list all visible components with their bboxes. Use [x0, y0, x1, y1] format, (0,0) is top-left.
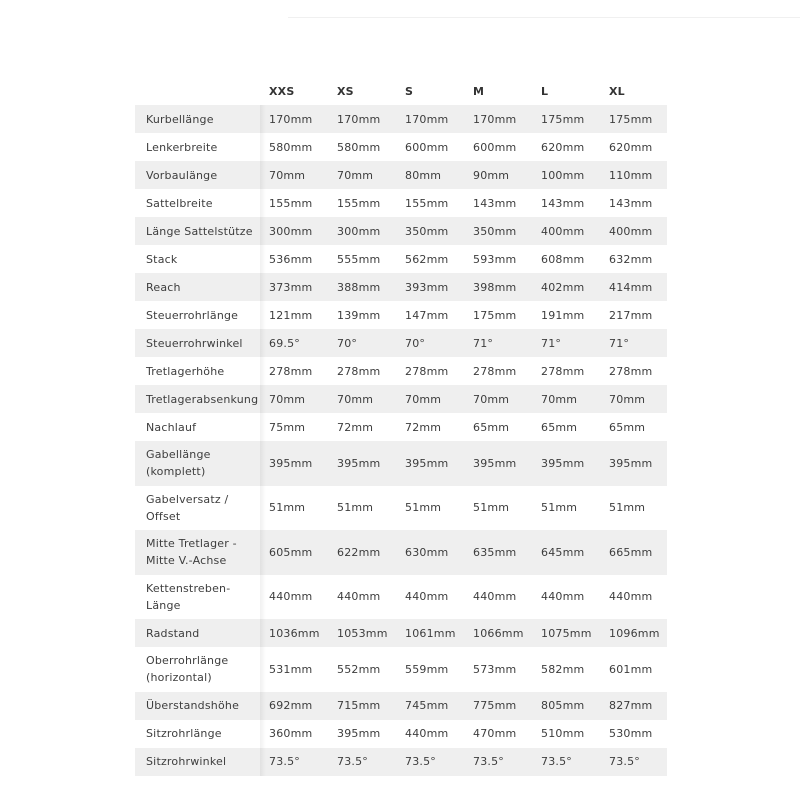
row-value-s: 70mm: [396, 385, 464, 413]
row-label: Steuerrohrwinkel: [135, 329, 260, 357]
row-label: Stack: [135, 245, 260, 273]
table-row: [135, 575, 667, 620]
size-header-s: S: [405, 84, 414, 98]
row-value-xl: 71°: [600, 329, 667, 357]
row-value-m: 143mm: [473, 196, 517, 210]
row-value-xs: 388mm: [328, 273, 396, 301]
size-header-xs: XS: [337, 84, 354, 98]
row-value-m: 593mm: [473, 252, 517, 266]
row-value-m: 65mm: [473, 420, 510, 434]
top-divider: [288, 17, 800, 18]
row-value-s: 440mm: [405, 590, 449, 604]
row-value-xxs: 51mm: [269, 501, 306, 515]
row-value-l: 620mm: [541, 140, 585, 154]
row-label: Radstand: [135, 619, 260, 647]
row-value-l: 71°: [532, 329, 600, 357]
row-value-xs: 715mm: [328, 692, 396, 720]
row-value-s: 562mm: [405, 252, 449, 266]
row-value-xl: 827mm: [600, 692, 667, 720]
row-label: Mitte Tretlager - Mitte V.-Achse: [135, 530, 260, 575]
table-row: [135, 245, 667, 273]
row-value-xxs: 73.5°: [260, 748, 328, 776]
row-value-xs: 552mm: [337, 662, 381, 676]
row-value-xxs: 580mm: [269, 140, 313, 154]
row-value-s: 395mm: [396, 441, 464, 486]
row-label: Sitzrohrlänge: [135, 720, 260, 748]
row-label: Gabelversatz / Offset: [135, 486, 260, 531]
row-value-xxs: 155mm: [269, 196, 313, 210]
row-value-l: 65mm: [541, 420, 578, 434]
row-value-xl: 400mm: [600, 217, 667, 245]
row-value-xxs: 300mm: [260, 217, 328, 245]
row-value-xxs: 395mm: [260, 441, 328, 486]
row-value-xxs: 69.5°: [260, 329, 328, 357]
row-value-xl: 440mm: [609, 590, 653, 604]
row-value-xs: 395mm: [337, 727, 381, 740]
table-row: [135, 189, 667, 217]
table-row: [135, 161, 667, 189]
row-value-m: 70mm: [464, 385, 532, 413]
row-value-l: 143mm: [541, 196, 585, 210]
row-value-xxs: 170mm: [260, 105, 328, 133]
row-value-m: 71°: [464, 329, 532, 357]
row-label: Überstandshöhe: [135, 692, 260, 720]
table-row: [135, 692, 667, 720]
row-value-xl: 395mm: [600, 441, 667, 486]
row-value-s: 559mm: [405, 662, 449, 676]
row-value-l: 1075mm: [532, 619, 600, 647]
row-value-l: 70mm: [532, 385, 600, 413]
table-row: [135, 647, 667, 692]
row-value-m: 278mm: [473, 364, 517, 378]
row-label: Sattelbreite: [135, 189, 260, 217]
row-value-xxs: 278mm: [269, 364, 313, 378]
row-value-xl: 70mm: [600, 385, 667, 413]
table-row: [135, 357, 667, 385]
row-value-xl: 110mm: [600, 161, 667, 189]
row-value-s: 72mm: [405, 420, 442, 434]
row-value-xxs: 75mm: [269, 420, 306, 434]
row-value-l: 400mm: [532, 217, 600, 245]
row-value-l: 395mm: [532, 441, 600, 486]
row-value-xxs: 373mm: [260, 273, 328, 301]
row-value-m: 175mm: [473, 308, 517, 322]
row-value-l: 402mm: [532, 273, 600, 301]
size-header-m: M: [473, 84, 485, 98]
row-value-xs: 622mm: [328, 530, 396, 575]
row-value-s: 73.5°: [396, 748, 464, 776]
row-value-s: 350mm: [396, 217, 464, 245]
table-row: [135, 619, 667, 647]
row-value-xl: 601mm: [609, 662, 653, 676]
row-value-xs: 155mm: [337, 196, 381, 210]
row-label: Vorbaulänge: [135, 161, 260, 189]
row-value-xxs: 440mm: [269, 590, 313, 604]
geometry-table: [135, 77, 667, 776]
row-value-xxs: 70mm: [260, 385, 328, 413]
row-value-s: 1061mm: [396, 619, 464, 647]
row-value-s: 393mm: [396, 273, 464, 301]
table-row: [135, 301, 667, 329]
table-row: [135, 217, 667, 245]
row-label: Kurbellänge: [135, 105, 260, 133]
row-value-xxs: 1036mm: [260, 619, 328, 647]
row-label: Sitzrohrwinkel: [135, 748, 260, 776]
table-row: [135, 748, 667, 776]
row-value-xl: 665mm: [600, 530, 667, 575]
row-value-xs: 70mm: [328, 385, 396, 413]
row-value-m: 440mm: [473, 590, 517, 604]
row-value-xs: 170mm: [328, 105, 396, 133]
row-value-m: 350mm: [464, 217, 532, 245]
row-value-m: 635mm: [464, 530, 532, 575]
row-value-m: 170mm: [464, 105, 532, 133]
row-value-l: 73.5°: [532, 748, 600, 776]
row-value-xxs: 121mm: [269, 308, 313, 322]
row-value-xs: 70°: [328, 329, 396, 357]
row-label: Nachlauf: [135, 413, 260, 441]
row-value-s: 630mm: [396, 530, 464, 575]
table-row: [135, 133, 667, 161]
row-label: Steuerrohrlänge: [135, 301, 260, 329]
row-value-m: 398mm: [464, 273, 532, 301]
row-value-xl: 530mm: [609, 727, 653, 740]
row-value-xxs: 531mm: [269, 662, 313, 676]
table-row: [135, 413, 667, 441]
row-value-l: 278mm: [541, 364, 585, 378]
table-row: [135, 441, 667, 486]
row-value-l: 582mm: [541, 662, 585, 676]
row-value-xs: 580mm: [337, 140, 381, 154]
row-value-xs: 395mm: [328, 441, 396, 486]
row-value-s: 440mm: [405, 727, 449, 740]
row-value-xs: 278mm: [337, 364, 381, 378]
row-value-xs: 73.5°: [328, 748, 396, 776]
table-row: [135, 329, 667, 357]
row-label: Länge Sattelstütze: [135, 217, 260, 245]
row-label: Kettenstreben-Länge: [135, 575, 260, 620]
row-value-xl: 278mm: [609, 364, 653, 378]
row-value-xs: 1053mm: [328, 619, 396, 647]
table-row: [135, 273, 667, 301]
table-row: [135, 530, 667, 575]
row-value-m: 600mm: [473, 140, 517, 154]
row-value-xs: 139mm: [337, 308, 381, 322]
row-value-m: 573mm: [473, 662, 517, 676]
size-header-l: L: [541, 84, 549, 98]
row-value-xl: 143mm: [609, 196, 653, 210]
row-value-s: 278mm: [405, 364, 449, 378]
row-value-xl: 65mm: [609, 420, 646, 434]
row-label: Tretlagerabsenkung: [135, 385, 260, 413]
row-value-m: 51mm: [473, 501, 510, 515]
row-value-xl: 1096mm: [600, 619, 667, 647]
row-value-xs: 70mm: [328, 161, 396, 189]
row-value-xl: 620mm: [609, 140, 653, 154]
row-value-s: 600mm: [405, 140, 449, 154]
table-body: [135, 105, 667, 776]
row-value-s: 70°: [396, 329, 464, 357]
row-value-xxs: 605mm: [260, 530, 328, 575]
table-row: [135, 720, 667, 748]
row-value-s: 745mm: [396, 692, 464, 720]
row-label: Reach: [135, 273, 260, 301]
row-value-xs: 555mm: [337, 252, 381, 266]
row-value-l: 191mm: [541, 308, 585, 322]
size-header-xxs: XXS: [269, 84, 295, 98]
row-value-s: 155mm: [405, 196, 449, 210]
row-value-m: 775mm: [464, 692, 532, 720]
row-value-xxs: 70mm: [260, 161, 328, 189]
row-value-m: 470mm: [473, 727, 517, 740]
size-header-xl: XL: [609, 84, 625, 98]
row-value-xl: 175mm: [600, 105, 667, 133]
row-value-xl: 51mm: [609, 501, 646, 515]
row-value-l: 100mm: [532, 161, 600, 189]
row-value-xl: 217mm: [609, 308, 653, 322]
row-value-s: 80mm: [396, 161, 464, 189]
row-value-m: 90mm: [464, 161, 532, 189]
row-value-l: 51mm: [541, 501, 578, 515]
row-value-xs: 72mm: [337, 420, 374, 434]
table-header-row: [135, 77, 667, 105]
row-value-xl: 73.5°: [600, 748, 667, 776]
row-label: Oberrohrlänge (horizontal): [135, 647, 260, 692]
row-value-l: 645mm: [532, 530, 600, 575]
row-value-m: 73.5°: [464, 748, 532, 776]
row-value-l: 608mm: [541, 252, 585, 266]
row-label: Gabellänge (komplett): [135, 441, 260, 486]
table-row: [135, 486, 667, 531]
table-row: [135, 385, 667, 413]
row-value-l: 175mm: [532, 105, 600, 133]
row-value-xs: 300mm: [328, 217, 396, 245]
row-value-l: 510mm: [541, 727, 585, 740]
row-value-xxs: 360mm: [269, 727, 313, 740]
row-value-m: 395mm: [464, 441, 532, 486]
row-value-s: 51mm: [405, 501, 442, 515]
row-value-l: 440mm: [541, 590, 585, 604]
row-value-l: 805mm: [532, 692, 600, 720]
row-value-xxs: 536mm: [269, 252, 313, 266]
row-value-xs: 51mm: [337, 501, 374, 515]
row-label: Tretlagerhöhe: [135, 357, 260, 385]
row-value-s: 170mm: [396, 105, 464, 133]
header-label-cell: [135, 77, 260, 105]
row-value-s: 147mm: [405, 308, 449, 322]
row-value-xl: 632mm: [609, 252, 653, 266]
row-value-m: 1066mm: [464, 619, 532, 647]
row-label: Lenkerbreite: [135, 133, 260, 161]
table-row: [135, 105, 667, 133]
row-value-xs: 440mm: [337, 590, 381, 604]
row-value-xl: 414mm: [600, 273, 667, 301]
row-value-xxs: 692mm: [260, 692, 328, 720]
